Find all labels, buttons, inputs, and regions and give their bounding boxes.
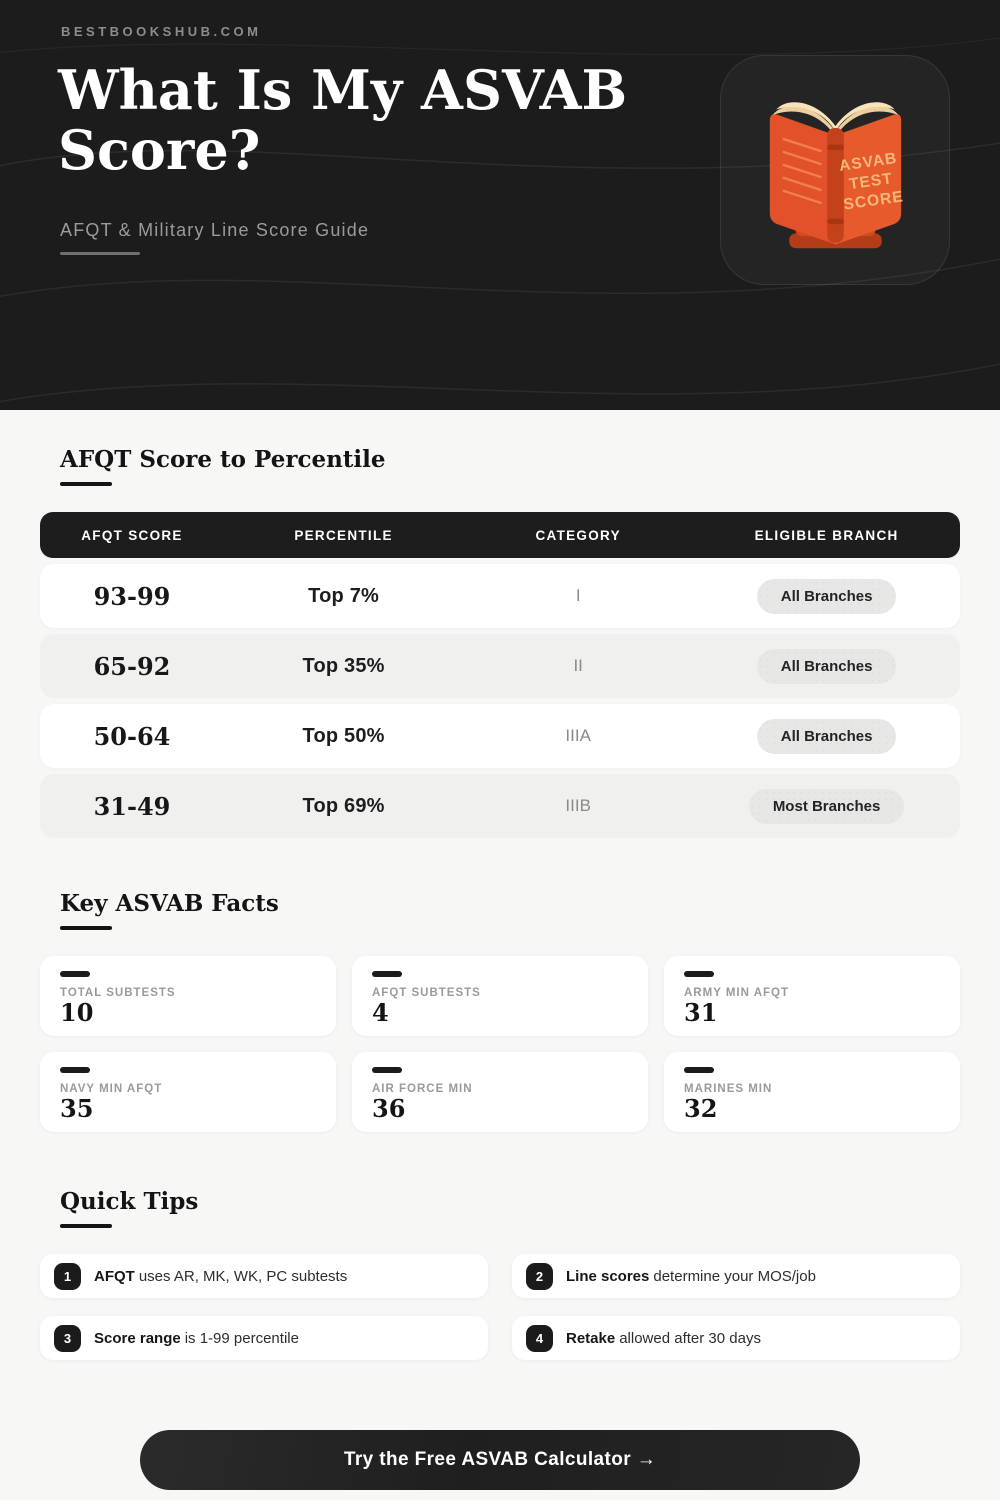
column-header-percentile: PERCENTILE <box>294 527 393 543</box>
tip-rest-text: is 1-99 percentile <box>184 1329 299 1347</box>
fact-value: 35 <box>60 1094 94 1123</box>
tip-rest-text: uses AR, MK, WK, PC subtests <box>138 1267 348 1285</box>
fact-label: MARINES MIN <box>684 1083 773 1095</box>
fact-label: AFQT SUBTESTS <box>372 987 481 999</box>
key-facts-section <box>40 890 960 1132</box>
fact-accent-bar <box>60 971 90 977</box>
fact-value: 36 <box>372 1094 406 1123</box>
category: I <box>575 586 581 605</box>
cta-container <box>40 1430 960 1490</box>
fact-card-air-force-min <box>352 1052 648 1132</box>
tip-card-3 <box>40 1316 488 1360</box>
column-header-category: CATEGORY <box>535 527 621 543</box>
fact-value: 31 <box>684 998 718 1027</box>
main-content <box>0 410 1000 1490</box>
column-header-eligible-branch: ELIGIBLE BRANCH <box>754 527 899 543</box>
branch-badge: All Branches <box>757 579 897 614</box>
tip-rest-text: allowed after 30 days <box>619 1329 761 1347</box>
tip-card-1 <box>40 1254 488 1298</box>
tip-number-badge: 4 <box>526 1325 553 1352</box>
tip-number-badge: 2 <box>526 1263 553 1290</box>
quick-tips-section <box>40 1188 960 1360</box>
fact-label: NAVY MIN AFQT <box>60 1083 163 1095</box>
tip-number-badge: 1 <box>54 1263 81 1290</box>
table-header-row <box>40 512 960 558</box>
heading-underline <box>60 482 112 486</box>
fact-accent-bar <box>372 971 402 977</box>
hero-section <box>0 0 1000 410</box>
fact-accent-bar <box>60 1067 90 1073</box>
book-title-line3: SCORE <box>841 187 905 214</box>
score-range: 50-64 <box>93 721 171 751</box>
heading-underline <box>60 1224 112 1228</box>
asvab-book-icon <box>743 78 928 263</box>
fact-accent-bar <box>684 1067 714 1073</box>
branch-badge: All Branches <box>757 649 897 684</box>
percentile: Top 35% <box>302 654 385 677</box>
tip-card-4 <box>512 1316 960 1360</box>
subtitle-underline <box>60 252 140 255</box>
page-subtitle: AFQT & Military Line Score Guide <box>60 220 370 240</box>
tip-rest-text: determine your MOS/job <box>653 1267 816 1285</box>
fact-value: 10 <box>60 998 94 1027</box>
score-range: 93-99 <box>93 581 171 611</box>
fact-card-army-min <box>664 956 960 1036</box>
tip-bold-text: AFQT <box>94 1267 135 1285</box>
table-row <box>40 564 960 628</box>
page-title: What Is My ASVAB Score? <box>58 58 628 183</box>
score-table-section <box>40 446 960 838</box>
category: IIIB <box>565 796 591 815</box>
percentile: Top 7% <box>308 584 380 607</box>
branch-badge: Most Branches <box>749 789 905 824</box>
book-icon-card <box>720 55 950 285</box>
fact-card-total-subtests <box>40 956 336 1036</box>
asvab-calculator-cta-button[interactable]: Try the Free ASVAB Calculator → <box>140 1430 860 1490</box>
tip-bold-text: Score range <box>94 1329 181 1347</box>
score-range: 65-92 <box>93 651 171 681</box>
heading-underline <box>60 926 112 930</box>
site-brand: BESTBOOKSHUB.COM <box>61 24 262 39</box>
facts-heading: Key ASVAB Facts <box>60 890 279 917</box>
afqt-score-table <box>40 512 960 838</box>
fact-label: TOTAL SUBTESTS <box>60 987 176 999</box>
book-title-line2: TEST <box>847 169 894 193</box>
fact-accent-bar <box>684 971 714 977</box>
tip-bold-text: Retake <box>566 1329 616 1347</box>
score-table-heading: AFQT Score to Percentile <box>60 446 386 473</box>
book-title-line1: ASVAB <box>837 149 898 175</box>
branch-badge: All Branches <box>757 719 897 754</box>
fact-value: 4 <box>372 998 389 1027</box>
fact-card-afqt-subtests <box>352 956 648 1036</box>
table-row <box>40 704 960 768</box>
score-range: 31-49 <box>93 791 171 821</box>
category: II <box>573 656 583 675</box>
table-row <box>40 634 960 698</box>
fact-card-marines-min <box>664 1052 960 1132</box>
column-header-afqt-score: AFQT SCORE <box>81 527 183 543</box>
tip-bold-text: Line scores <box>566 1267 650 1285</box>
fact-value: 32 <box>684 1094 718 1123</box>
category: IIIA <box>565 726 591 745</box>
percentile: Top 69% <box>302 794 385 817</box>
tips-grid <box>40 1254 960 1360</box>
tips-heading: Quick Tips <box>60 1188 199 1215</box>
tip-card-2 <box>512 1254 960 1298</box>
fact-label: AIR FORCE MIN <box>372 1083 473 1095</box>
fact-label: ARMY MIN AFQT <box>684 987 789 999</box>
percentile: Top 50% <box>302 724 385 747</box>
tip-number-badge: 3 <box>54 1325 81 1352</box>
table-row <box>40 774 960 838</box>
fact-accent-bar <box>372 1067 402 1073</box>
facts-grid <box>40 956 960 1132</box>
fact-card-navy-min <box>40 1052 336 1132</box>
